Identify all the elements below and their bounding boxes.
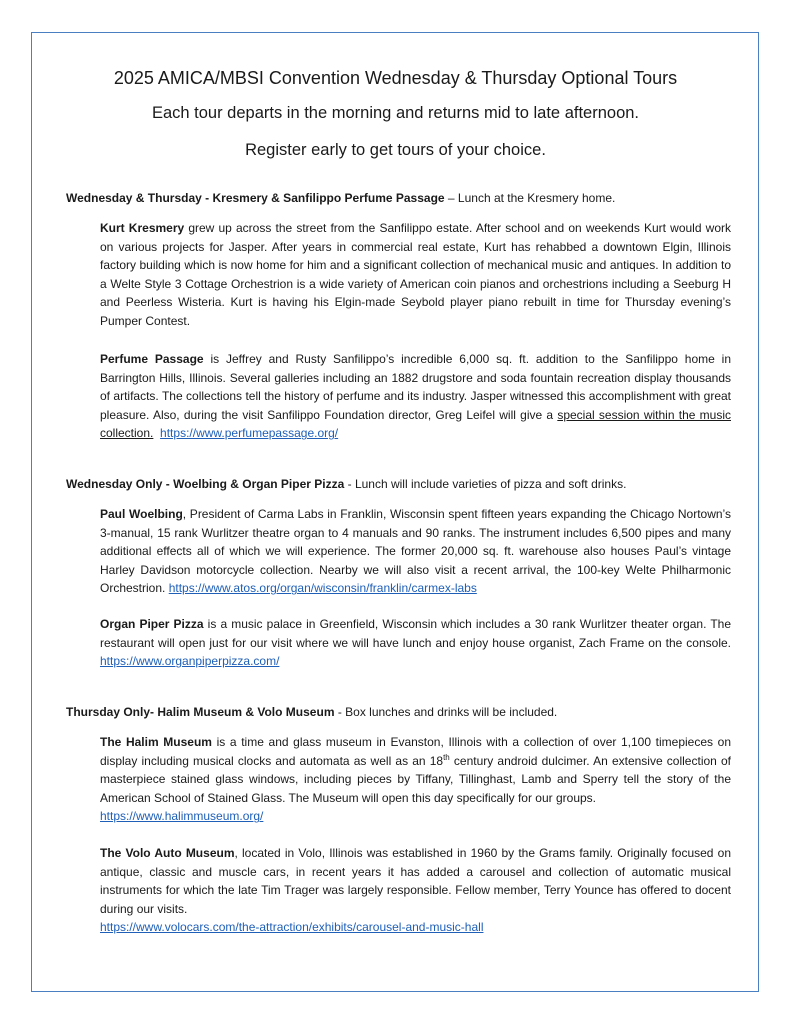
perfume-passage-link[interactable]: https://www.perfumepassage.org/	[160, 426, 339, 441]
section-heading-title: Wednesday & Thursday - Kresmery & Sanfilippo Perfume Passage	[66, 191, 445, 205]
paragraph-name: Perfume Passage	[100, 352, 204, 366]
paragraph-text: , located in Volo, Illinois was established in 1960 by the Grams family. Originally focused on antique, classic and muscle cars, in recent years it has added a carousel and collection of automatic musical instruments for which the late Tim Trager was largely responsible. Fellow member, Terry Younce has offered to docent during our visits.	[100, 846, 731, 916]
superscript: th	[443, 752, 450, 762]
page-subtitle-register: Register early to get tours of your choice.	[245, 141, 546, 159]
paragraph-text: century android dulcimer. An extensive collection of masterpiece stained glass windows, including pieces by Tiffany, Tillinghast, Lamb and Sperry tell the story of the American School of Stained Glass. The Museum will open this day specifically for our groups.	[100, 753, 731, 805]
section-heading-note: – Lunch at the Kresmery home.	[444, 191, 616, 205]
section-heading-thursday	[66, 705, 746, 719]
paragraph-text: is a time and glass museum in Evanston, Illinois with a collection of over 1,100 timepieces on display including musical clocks and automata as well as an 18	[100, 735, 732, 768]
paragraph-name: The Volo Auto Museum	[100, 846, 235, 860]
carmex-labs-link[interactable]: https://www.atos.org/organ/wisconsin/franklin/carmex-labs	[168, 581, 477, 596]
paragraph-name: Paul Woelbing	[100, 507, 183, 521]
paragraph-text: grew up across the street from the Sanfilippo estate. After school and on weekends Kurt would work on various projects for Jasper. After years in commercial real estate, Kurt has rehabbed a downtown Elgin, Illinois factory building which is now home for him and a significant collection of mechanical music and antiques. In addition to a Welte Style 3 Cottage Orchestrion is a wide variety of American coin pianos and orchestrions including a Seeburg H and Peerless Wisteria. Kurt is having his Elgin-made Seybold player piano rebuilt in time for Thursday evening’s Pumper Contest.	[100, 221, 731, 328]
paragraph-organ-piper-pizza	[100, 615, 731, 671]
paragraph-text: is a music palace in Greenfield, Wisconsin which includes a 30 rank Wurlitzer theater organ. The restaurant will open just for our visit where we will have lunch and enjoy house organist, Zach Frame on the console.	[100, 617, 732, 650]
halim-museum-link[interactable]: https://www.halimmuseum.org/	[100, 809, 264, 824]
paragraph-name: The Halim Museum	[100, 735, 212, 749]
page-subtitle-departure: Each tour departs in the morning and returns mid to late afternoon.	[151, 104, 640, 122]
section-heading-title: Wednesday Only - Woelbing & Organ Piper Pizza	[66, 477, 345, 491]
paragraph-perfume-passage	[100, 350, 731, 443]
paragraph-name: Kurt Kresmery	[100, 221, 185, 235]
page-title: 2025 AMICA/MBSI Convention Wednesday & Thursday Optional Tours	[113, 68, 678, 88]
paragraph-paul-woelbing	[100, 505, 731, 598]
organ-piper-pizza-link[interactable]: https://www.organpiperpizza.com/	[100, 654, 280, 669]
underlined-text: special session within the music collection.	[100, 407, 731, 441]
section-heading-note: - Lunch will include varieties of pizza and soft drinks.	[344, 477, 627, 491]
paragraph-halim-museum	[100, 733, 731, 826]
section-heading-wednesday	[66, 477, 746, 491]
paragraph-name: Organ Piper Pizza	[100, 617, 204, 631]
section-heading-note: - Box lunches and drinks will be included.	[334, 705, 558, 719]
paragraph-kurt-kresmery	[100, 219, 731, 331]
paragraph-text: , President of Carma Labs in Franklin, Wisconsin spent fifteen years expanding the Chicago Nortown’s 3-manual, 15 rank Wurlitzer theatre organ to 4 manuals and 90 ranks. The instrument includes 6,500 pipes and many additional effects all of which we will experience. The former 20,000 sq. ft. warehouse also houses Paul’s vintage Harley Davidson motorcycle collection. Nearby we will also visit a recent arrival, the 100-key Welte Philharmonic Orchestrion.	[100, 507, 731, 596]
volo-museum-link[interactable]: https://www.volocars.com/the-attraction/exhibits/carousel-and-music-hall	[100, 920, 484, 935]
section-heading-wed-thu	[66, 191, 746, 205]
paragraph-volo-auto-museum	[100, 844, 731, 937]
section-heading-title: Thursday Only- Halim Museum & Volo Museum	[66, 705, 335, 719]
paragraph-text: is Jeffrey and Rusty Sanfilippo’s incredible 6,000 sq. ft. addition to the Sanfilippo home in Barrington Hills, Illinois. Several galleries including an 1882 drugstore and soda fountain recreation display thousands of artifacts. The collections tell the history of perfume and its industry. Jasper witnessed this accomplishment with great pleasure. Also, during the visit Sanfilippo Foundation director, Greg Leifel will give a	[100, 352, 731, 422]
